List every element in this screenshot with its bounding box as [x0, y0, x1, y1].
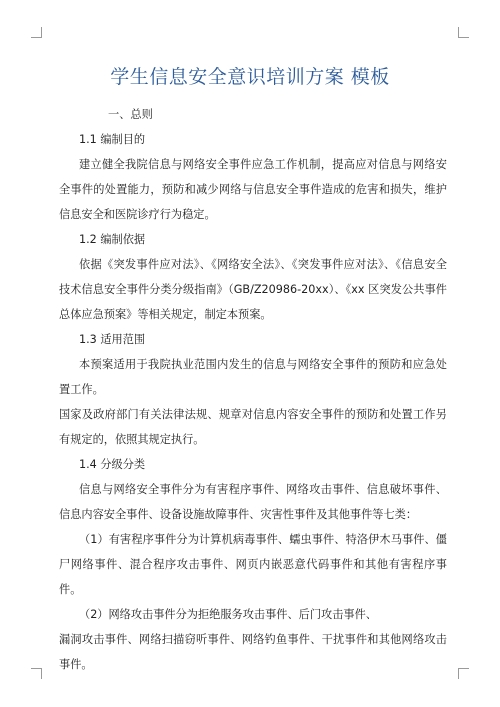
list-item-network-attacks-part-1: （2）网络攻击事件分为拒绝服务攻击事件、后门攻击事件、 [79, 608, 377, 621]
paragraph-classification: 信息与网络安全事件分为有害程序事件、网络攻击事件、信息破坏事件、信息内容安全事件、设备设施故障事件、灾害性事件及其他事件等七类： [59, 483, 447, 521]
heading-classification: 1.4 分级分类 [79, 458, 146, 471]
list-item-network-attacks-part-2: 漏洞攻击事件、网络扫描窃听事件、网络钓鱼事件、干扰事件和其他网络攻击事件。 [59, 633, 447, 671]
crop-mark-bottom-right [458, 668, 469, 679]
paragraph-basis: 依据《突发事件应对法》、《网络安全法》、《突发事件应对法》、《信息安全技术信息安全事件分类分级指南》（GB/Z20986-20xx）、《xx 区突发公共事件总体应急预案》等相关规定，制定本预案。 [59, 258, 447, 321]
paragraph-scope-1: 本预案适用于我院执业范围内发生的信息与网络安全事件的预防和应急处置工作。 [59, 358, 447, 396]
section-heading-general: 一、总则 [108, 108, 153, 121]
heading-scope: 1.3 适用范围 [79, 333, 146, 346]
crop-mark-top-left [31, 27, 42, 38]
list-item-harmful-programs: （1）有害程序事件分为计算机病毒事件、蠕虫事件、特洛伊木马事件、僵尸网络事件、混合程序攻击事件、网页内嵌恶意代码事件和其他有害程序事件。 [59, 533, 447, 596]
document-title: 学生信息安全意识培训方案 模板 [110, 66, 390, 88]
crop-mark-top-right [458, 27, 469, 38]
document-body [59, 102, 447, 677]
paragraph-scope-2: 国家及政府部门有关法律法规、规章对信息内容安全事件的预防和处置工作另有规定的，依照其规定执行。 [59, 408, 447, 446]
heading-basis: 1.2 编制依据 [79, 233, 146, 246]
heading-purpose: 1.1 编制目的 [79, 133, 146, 146]
paragraph-purpose: 建立健全我院信息与网络安全事件应急工作机制，提高应对信息与网络安全事件的处置能力，预防和减少网络与信息安全事件造成的危害和损失，维护信息安全和医院诊疗行为稳定。 [59, 158, 447, 221]
crop-mark-bottom-left [31, 668, 42, 679]
